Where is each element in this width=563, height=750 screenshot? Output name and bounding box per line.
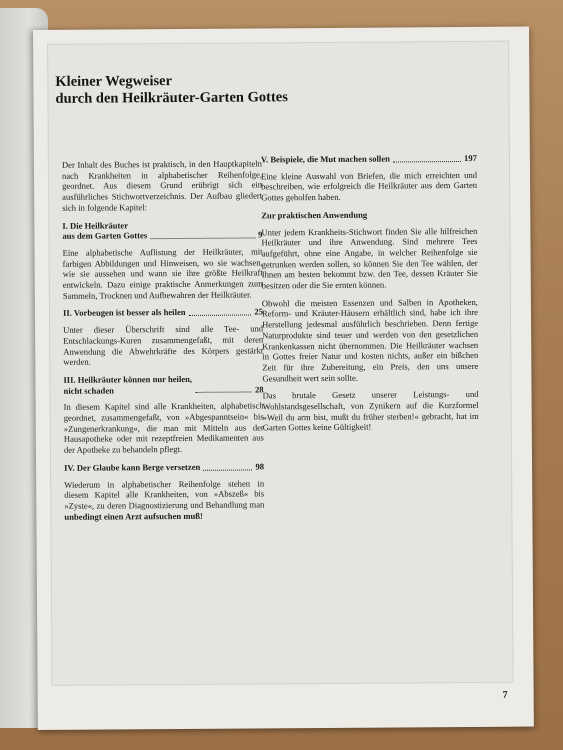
chapter-4-bold-text: unbedingt einen Arzt aufsuchen muß!: [64, 510, 203, 522]
usage-paragraph-1: Unter jedem Krankheits-Stichwort finden Sie alle hilfreichen Heilkräuter und ihre Anwendung. Sind mehrere Tees aufgeführt, ohne eine Angabe, in welcher Reihenfolge sie getrunken werden sollen, so können Sie den Tee wählen, der Ihnen am besten bekommt bzw. den Tee, dessen Kräuter Sie besitzen oder die Sie ernten können.: [261, 225, 478, 291]
toc-entry-4: [64, 461, 264, 473]
toc-entry-2-page: 25: [254, 306, 264, 317]
section-subtitle: Zur praktischen Anwendung: [261, 209, 368, 221]
page-title: [55, 71, 475, 108]
toc-leader: [203, 469, 252, 470]
toc-entry-1-title: I. Die Heilkräuter aus dem Garten Gottes: [62, 219, 148, 242]
toc-leader: [150, 237, 255, 239]
toc-entry-3: [63, 373, 263, 396]
chapter-2-description: Unter dieser Überschrift sind alle Tee- und Entschlackungs-Kuren zusammengefaßt, mit deren Anwendung die Abwehrkräfte des Körpers gestärkt werden.: [63, 323, 264, 368]
usage-paragraph-2: Obwohl die meisten Essenzen und Salben in Apotheken, Reform- und Kräuter-Häusern erhältlich sind, habe ich ihre Herstellung jedesmal ausführlich beschrieben. Denn fertige Naturprodukte sind teuer und werden von den gesetzlichen Krankenkassen nicht übernommen. Die Heilkräuter wachsen in Gottes freier Natur und kosten nichts, außer ein bißchen Zeit für ihre Zubereitung, ein Preis, den uns unsere Gesundheit wert sein sollte.: [261, 296, 479, 384]
toc-entry-2-title: II. Vorbeugen ist besser als heilen: [62, 307, 186, 319]
chapter-5-description: Eine kleine Auswahl von Briefen, die mich erreichten und beschreiben, wie erfolgreich die Heilkräuter aus dem Garten Gottes geholfen haben.: [260, 169, 478, 203]
book-page: [33, 27, 534, 730]
toc-entry-3-page: 28: [254, 384, 264, 395]
intro-paragraph: Der Inhalt des Buches ist praktisch, in den Hauptkapiteln nach Krankheiten in alphabetischer Reihenfolge, geordnet. Aus diesem Grund erübrigt sich ein ausführliches Stichwortverzeichnis. Der Aufbau gliedert sich in folgende Kapitel:: [61, 158, 263, 213]
toc-entry-5-page: 197: [463, 152, 477, 163]
toc-entry-1-page: 9: [258, 229, 263, 240]
title-line-2: durch den Heilkräuter-Garten Gottes: [55, 89, 288, 107]
chapter-4-description: [64, 478, 264, 522]
page-number: 7: [502, 689, 508, 701]
toc-entry-1: [62, 219, 262, 242]
toc-leader: [189, 315, 252, 316]
toc-leader: [195, 392, 252, 393]
chapter-3-description: In diesem Kapitel sind alle Krankheiten, alphabetisch geordnet, zusammengefaßt, von »Abgespanntsein« bis »Zungenerkrankung«, die man mit Mitteln aus der Hausapotheke oder mit rezeptfreien Medikamenten aus der Apotheke zu behandeln pflegt.: [63, 400, 264, 455]
toc-entry-5-title: V. Beispiele, die Mut machen sollen: [260, 153, 390, 165]
toc-entry-2: [63, 307, 263, 319]
chapter-1-description: Eine alphabetische Auflistung der Heilkräuter, mit farbigen Abbildungen und Hinweisen, wo sie wachsen, wie sie aussehen und wann sie ihre größte Heilkraft entwickeln. Dazu einige praktische Anmerkungen zum Sammeln, Trocknen und Aufbewahren der Heilkräuter.: [62, 246, 263, 301]
toc-entry-5: [261, 153, 477, 165]
usage-paragraph-3: Das brutale Gesetz unserer Leistungs- und Wohlstandsgesellschaft, von Zynikern auf die Kurzformel »Weil du arm bist, mußt du früher sterben!« gebracht, hat im Garten Gottes keine Gültigkeit!: [262, 389, 479, 433]
toc-entry-3-title: III. Heilkräuter können nur heilen, nicht schaden: [63, 373, 193, 396]
chapter-4-text: Wiederum in alphabetischer Reihenfolge stehen in diesem Kapitel alle Krankheiten, von »Abszeß« bis »Zyste«, zu deren Diagnostizierung und Behandlung man: [64, 477, 265, 511]
title-line-1: Kleiner Wegweiser: [55, 73, 173, 90]
left-column: [62, 158, 265, 529]
toc-entry-4-title: IV. Der Glaube kann Berge versetzen: [64, 461, 201, 473]
toc-entry-4-page: 98: [255, 461, 265, 472]
right-column: [261, 153, 479, 441]
toc-leader: [393, 161, 461, 162]
